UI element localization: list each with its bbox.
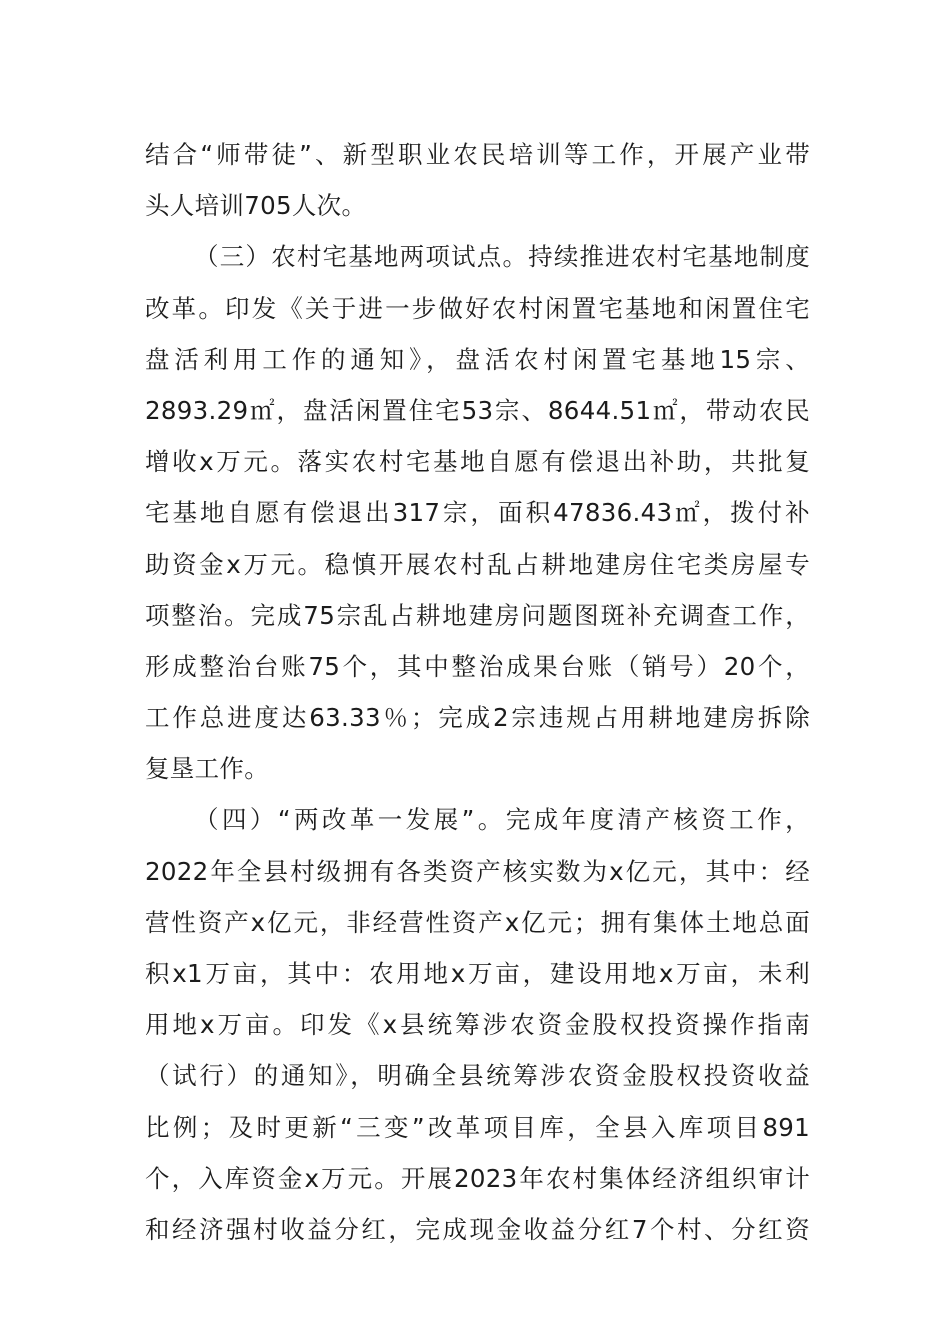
- text-line: 2893.29㎡，盘活闲置住宅53宗、8644.51㎡，带动农民: [145, 395, 810, 425]
- section-heading-line: （三）农村宅基地两项试点。持续推进农村宅基地制度: [194, 242, 810, 272]
- text-line: 改革。印发《关于进一步做好农村闲置宅基地和闲置住宅: [145, 293, 810, 323]
- text-line: （试行）的通知》，明确全县统筹涉农资金股权投资收益: [145, 1061, 810, 1091]
- section-heading-line: （四）“两改革一发展”。完成年度清产核资工作，: [194, 805, 810, 835]
- text-line: 用地x万亩。印发《x县统筹涉农资金股权投资操作指南: [145, 1010, 810, 1040]
- text-line: 结合“师带徒”、新型职业农民培训等工作，开展产业带: [145, 140, 810, 169]
- text-line: 增收x万元。落实农村宅基地自愿有偿退出补助，共批复: [145, 447, 810, 477]
- text-line: 头人培训705人次。: [145, 191, 367, 221]
- text-line: 项整治。完成75宗乱占耕地建房问题图斑补充调查工作，: [145, 600, 810, 630]
- text-line: 工作总进度达63.33％；完成2宗违规占用耕地建房拆除: [145, 703, 810, 733]
- text-line: 比例；及时更新“三变”改革项目库，全县入库项目891: [145, 1112, 810, 1142]
- text-line: 营性资产x亿元，非经营性资产x亿元；拥有集体土地总面: [145, 907, 810, 937]
- text-line: 和经济强村收益分红，完成现金收益分红7个村、分红资: [145, 1214, 810, 1244]
- text-line: 宅基地自愿有偿退出317宗，面积47836.43㎡，拨付补: [145, 498, 810, 528]
- text-line: 盘活利用工作的通知》，盘活农村闲置宅基地15宗、: [145, 344, 810, 374]
- document-body: [145, 129, 810, 1255]
- text-line: 复垦工作。: [145, 754, 269, 784]
- text-line: 个，入库资金x万元。开展2023年农村集体经济组织审计: [145, 1163, 810, 1193]
- text-line: 助资金x万元。稳慎开展农村乱占耕地建房住宅类房屋专: [145, 549, 810, 579]
- text-line: 2022年全县村级拥有各类资产核实数为x亿元，其中：经: [145, 856, 810, 886]
- text-line: 形成整治台账75个，其中整治成果台账（销号）20个，: [145, 651, 810, 681]
- text-line: 积x1万亩，其中：农用地x万亩，建设用地x万亩，未利: [145, 959, 810, 988]
